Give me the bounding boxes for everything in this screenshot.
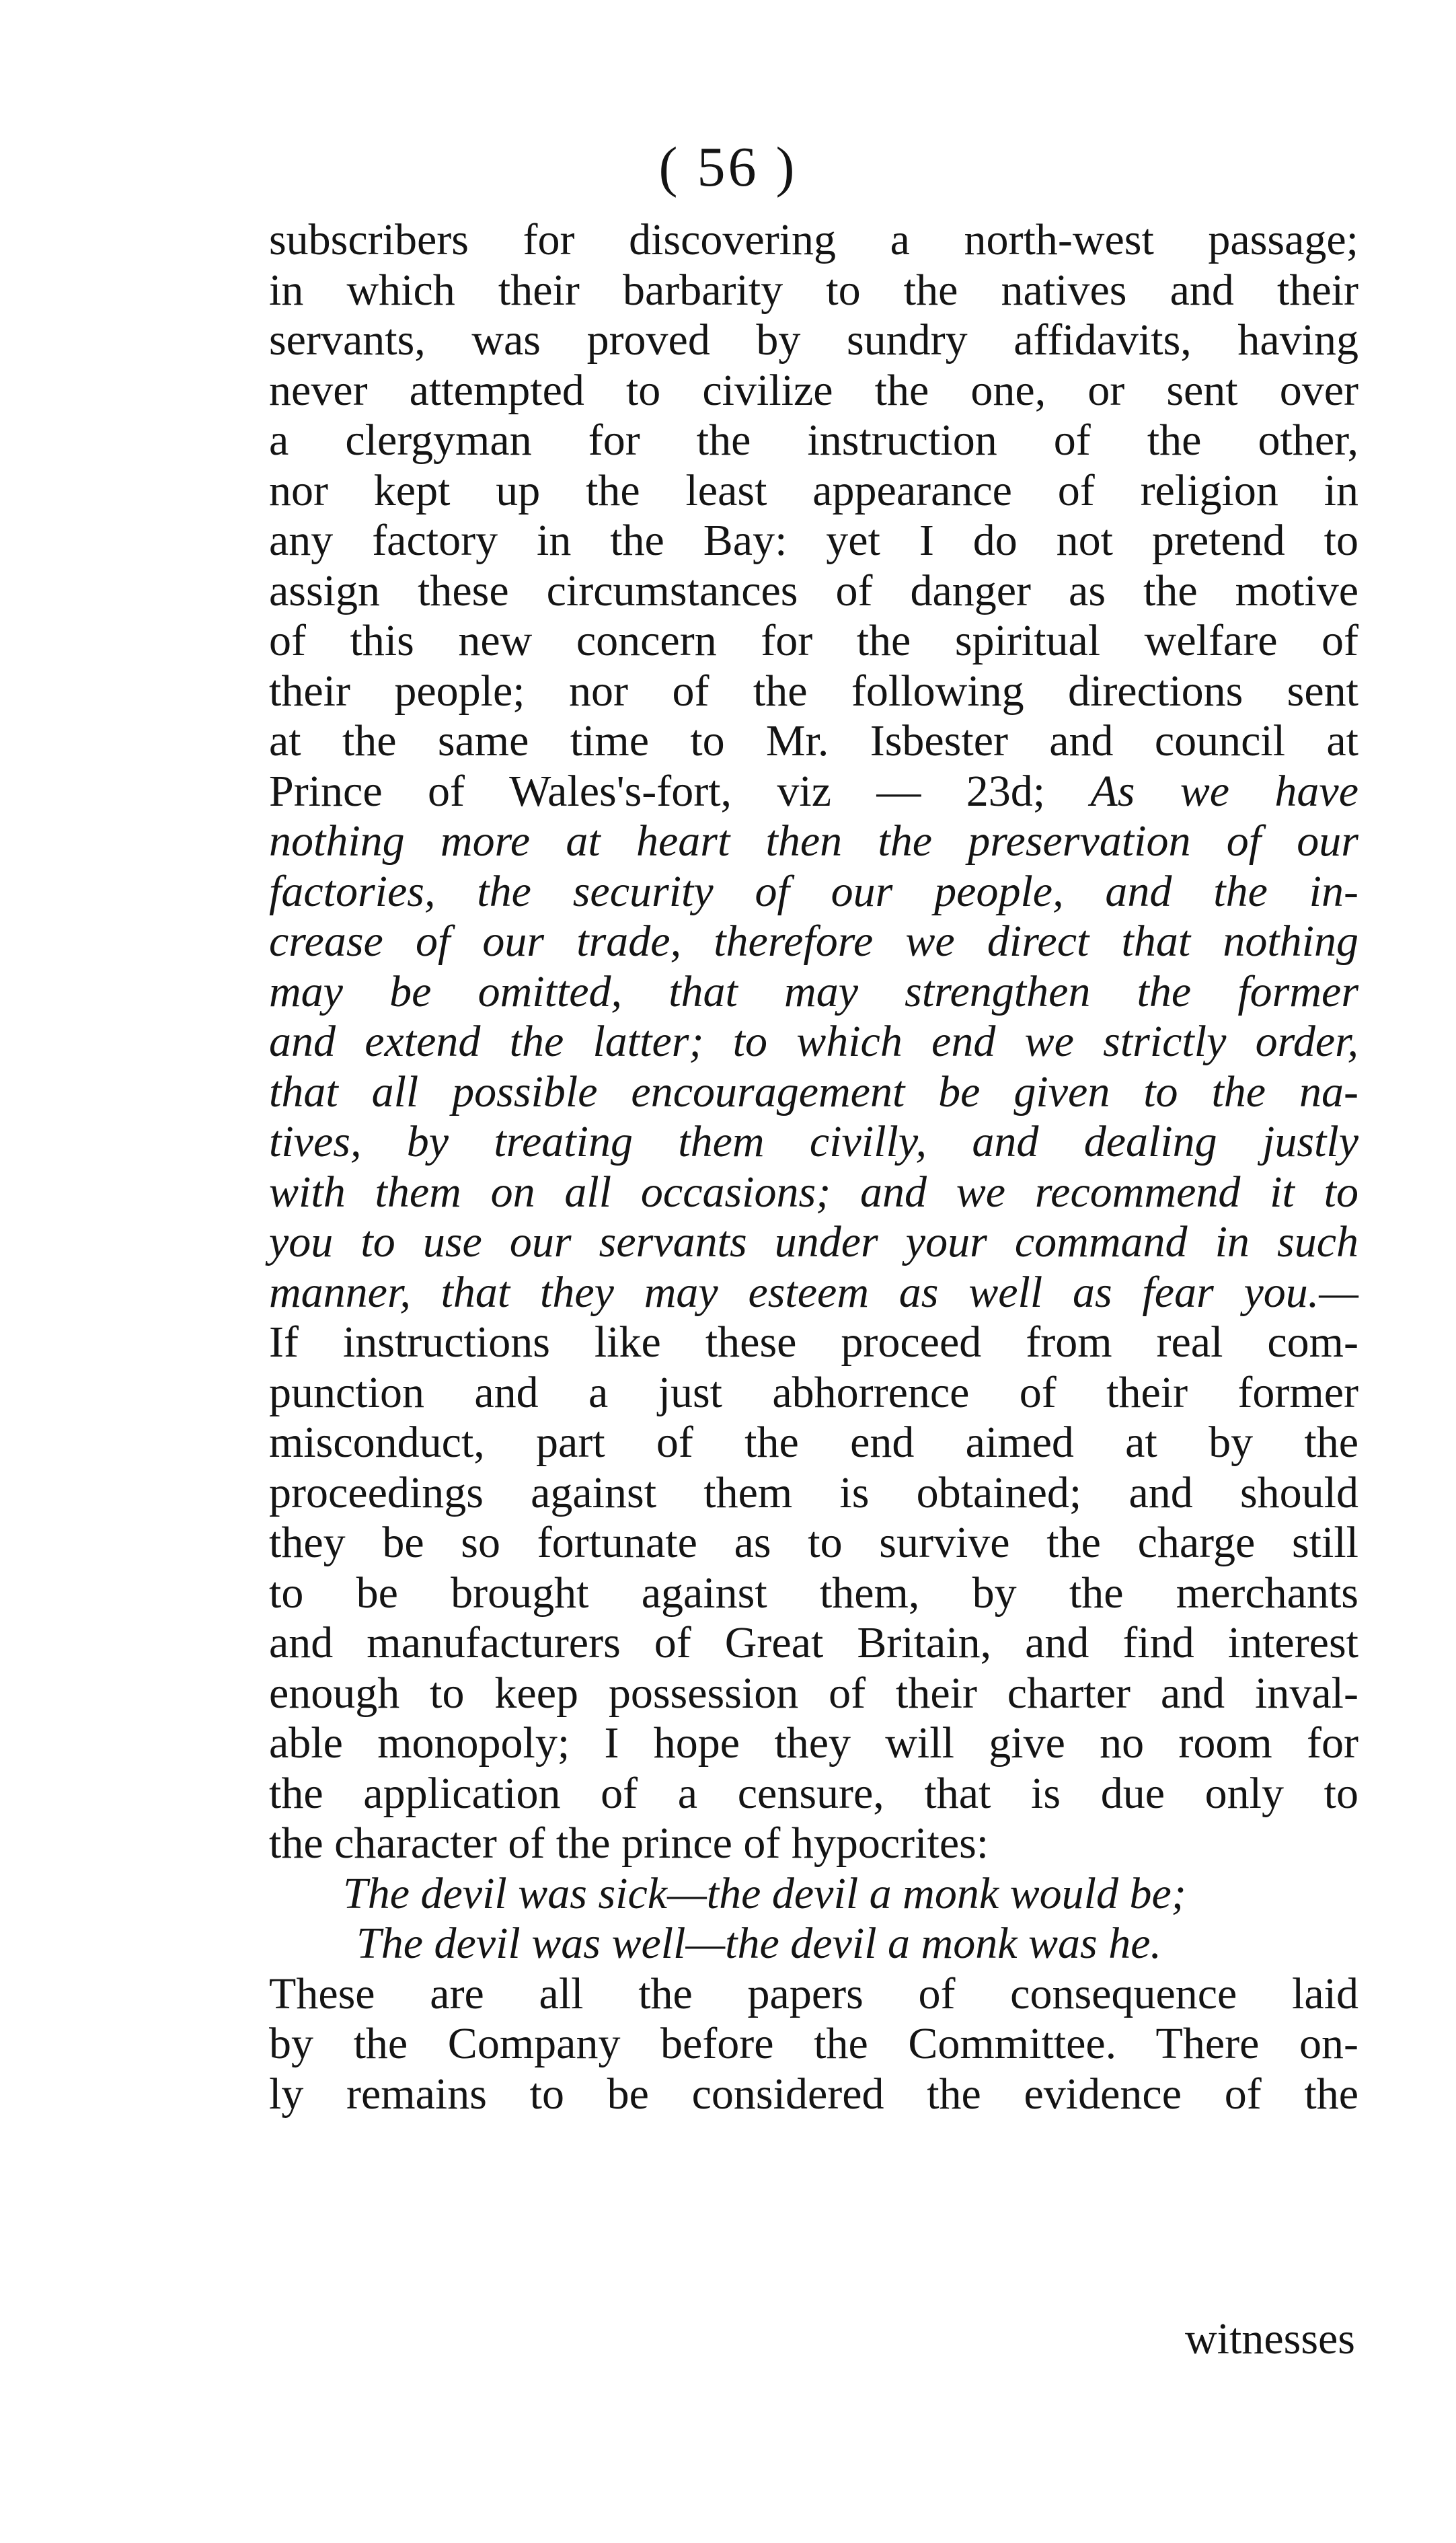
text-line: servants, was proved by sundry affidavits, having [269, 315, 1358, 365]
body-text [269, 215, 1358, 2119]
text-line: subscribers for discovering a north-west passage; [269, 215, 1358, 264]
italic-quote-line: crease of our trade, therefore we direct that nothing [269, 917, 1358, 966]
text-line: of this new concern for the spiritual welfare of [269, 616, 1358, 665]
text-line: If instructions like these proceed from real com- [269, 1318, 1358, 1367]
italic-quote-line: factories, the security of our people, and the in- [269, 866, 1358, 916]
text-line: the application of a censure, that is due only to [269, 1768, 1358, 1818]
text-line: misconduct, part of the end aimed at by the [269, 1418, 1358, 1467]
text-line: the character of the prince of hypocrites: [269, 1819, 989, 1868]
text-line: any factory in the Bay: yet I do not pretend to [269, 516, 1358, 565]
italic-quote-line: you to use our servants under your command in such [269, 1217, 1358, 1266]
italic-quote-line: that all possible encouragement be given to the na- [269, 1067, 1358, 1116]
text-line: at the same time to Mr. Isbester and council at [269, 716, 1358, 765]
page-number: ( 56 ) [658, 136, 798, 198]
text-line: proceedings against them is obtained; and should [269, 1468, 1358, 1517]
text-line: enough to keep possession of their charter and inval- [269, 1668, 1358, 1718]
text-line: These are all the papers of consequence laid [269, 1969, 1358, 2018]
text-line: able monopoly; I hope they will give no room for [269, 1718, 1358, 1768]
text-line: ly remains to be considered the evidence of the [269, 2069, 1358, 2119]
text-line: assign these circumstances of danger as the motive [269, 566, 1358, 615]
italic-quote-line: tives, by treating them civilly, and dealing justly [269, 1117, 1358, 1166]
text-segment: Prince of Wales's-fort, viz — 23d; [269, 766, 1091, 816]
text-line: in which their barbarity to the natives and their [269, 265, 1358, 315]
italic-segment: As we have [1090, 766, 1358, 816]
text-line: their people; nor of the following directions sent [269, 666, 1358, 716]
text-line: a clergyman for the instruction of the other, [269, 416, 1358, 465]
text-line: never attempted to civilize the one, or sent over [269, 365, 1358, 415]
text-line: they be so fortunate as to survive the charge still [269, 1518, 1358, 1567]
italic-quote-line: may be omitted, that may strengthen the former [269, 966, 1358, 1016]
text-line: to be brought against them, by the merchants [269, 1568, 1358, 1618]
catchword: witnesses [1185, 2314, 1355, 2363]
verse-line: The devil was well—the devil a monk was he. [356, 1919, 1161, 1968]
text-line: punction and a just abhorrence of their former [269, 1367, 1358, 1417]
text-line: and manufacturers of Great Britain, and find interest [269, 1618, 1358, 1667]
italic-quote-line: nothing more at heart then the preservation of our [269, 817, 1358, 866]
verse-line: The devil was sick—the devil a monk would be; [343, 1868, 1186, 1918]
text-line-mixed [269, 767, 1358, 817]
text-line: by the Company before the Committee. There on- [269, 2019, 1358, 2068]
italic-quote-line: with them on all occasions; and we recommend it to [269, 1167, 1358, 1217]
italic-quote-line: and extend the latter; to which end we strictly order, [269, 1017, 1358, 1066]
text-line: nor kept up the least appearance of religion in [269, 465, 1358, 515]
italic-quote-line: manner, that they may esteem as well as fear you.— [269, 1267, 1358, 1317]
